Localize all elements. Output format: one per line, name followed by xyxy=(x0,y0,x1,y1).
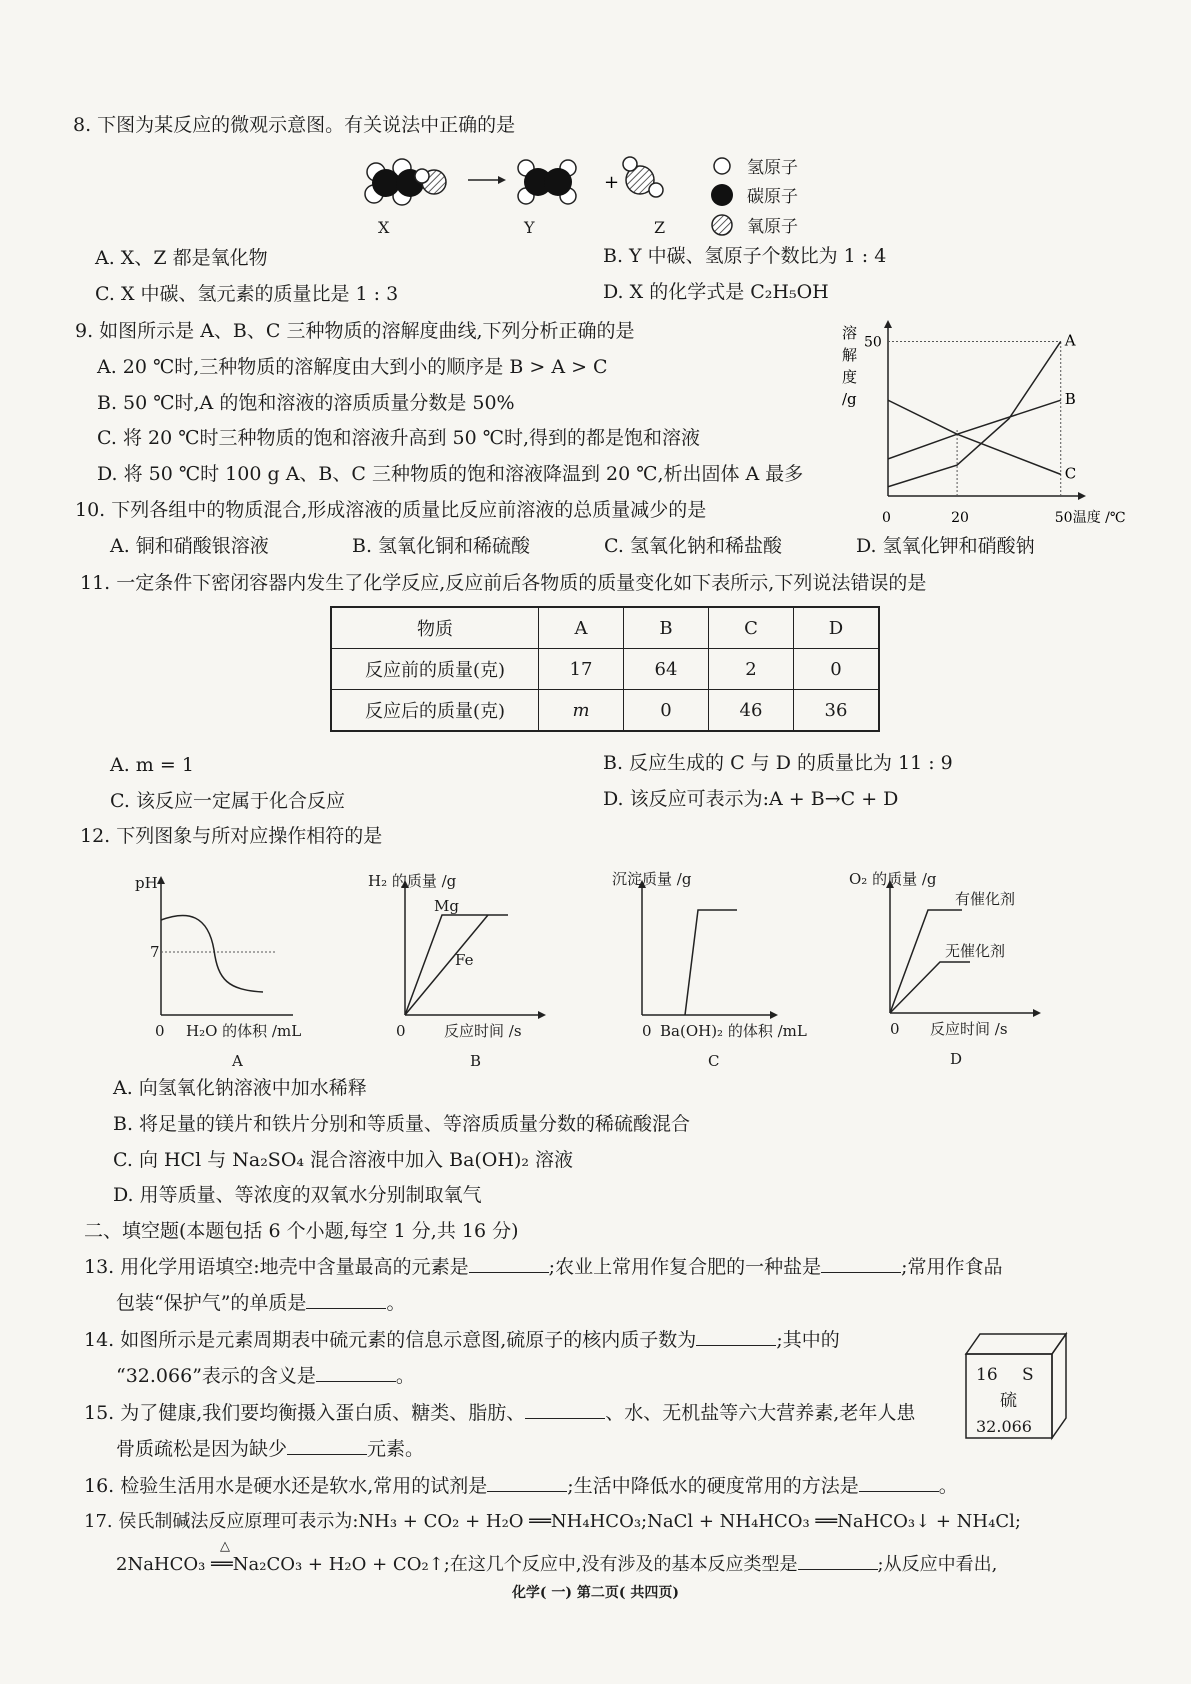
graph-d-xlabel: 反应时间 /s xyxy=(930,1020,1008,1038)
table-header-cell: A xyxy=(539,607,624,649)
q15-text-1: 15. 为了健康,我们要均衡摄入蛋白质、糖类、脂肪、 xyxy=(84,1402,526,1424)
graph-a-label: A xyxy=(232,1052,243,1070)
mass-table xyxy=(330,606,880,732)
oxygen-atom-icon xyxy=(712,215,732,235)
q12-option-b: B. 将足量的镁片和铁片分别和等质量、等溶质质量分数的稀硫酸混合 xyxy=(113,1113,691,1135)
answer-blank[interactable] xyxy=(469,1272,549,1273)
table-cell: 0 xyxy=(624,690,709,732)
q14-text-2: ;其中的 xyxy=(776,1329,840,1351)
question-10-stem: 10. 下列各组中的物质混合,形成溶液的质量比反应前溶液的总质量减少的是 xyxy=(75,499,707,521)
question-12-stem: 12. 下列图象与所对应操作相符的是 xyxy=(80,825,383,847)
graph-c-ylabel: 沉淀质量 /g xyxy=(612,870,692,888)
q11-option-c: C. 该反应一定属于化合反应 xyxy=(110,790,345,812)
question-14-line-1 xyxy=(84,1327,840,1353)
q12-option-d: D. 用等质量、等浓度的双氧水分别制取氧气 xyxy=(113,1184,482,1206)
table-cell: 36 xyxy=(794,690,880,732)
question-15-line-1 xyxy=(84,1400,915,1426)
heat-symbol: △ xyxy=(220,1539,230,1554)
q13-text-1: 13. 用化学用语填空:地壳中含量最高的元素是 xyxy=(84,1256,469,1278)
table-cell: 反应后的质量(克) xyxy=(331,690,539,732)
q16-text-3: 。 xyxy=(938,1475,958,1497)
q10-option-c: C. 氢氧化钠和稀盐酸 xyxy=(604,535,782,557)
table-cell: 64 xyxy=(624,649,709,690)
q13-text-3: ;常用作食品 xyxy=(901,1256,1003,1278)
legend-hydrogen: 氢原子 xyxy=(747,158,798,178)
graph-d-origin: 0 xyxy=(890,1020,900,1038)
graph-d-no-catalyst: 无催化剂 xyxy=(945,942,1006,960)
q11-option-d: D. 该反应可表示为:A + B→C + D xyxy=(603,788,899,810)
x-tick-label: 20 xyxy=(951,510,969,526)
question-17-line-1: 17. 侯氏制碱法反应原理可表示为:NH₃ + CO₂ + H₂O ══NH₄HCO₃;NaCl + NH₄HCO₃ ══NaHCO₃↓ + NH₄Cl; xyxy=(84,1511,1021,1532)
q14-text-1: 14. 如图所示是元素周期表中硫元素的信息示意图,硫原子的核内质子数为 xyxy=(84,1329,697,1351)
question-13-line-2 xyxy=(116,1290,405,1316)
graph-a-xlabel: H₂O 的体积 /mL xyxy=(186,1022,302,1040)
q17-text-1: 2NaHCO₃ ══Na₂CO₃ + H₂O + CO₂↑;在这几个反应中,没有涉及的基本反应类型是 xyxy=(116,1554,798,1575)
question-11-stem: 11. 一定条件下密闭容器内发生了化学反应,反应前后各物质的质量变化如下表所示,下列说法错误的是 xyxy=(80,572,927,594)
graph-b-fe: Fe xyxy=(455,951,474,969)
series-c-label: C xyxy=(1064,464,1077,483)
graph-a-mark: 7 xyxy=(150,943,160,961)
atom-legend xyxy=(711,158,733,235)
page-footer: 化学( 一) 第二页( 共四页) xyxy=(511,1585,680,1601)
graph-c xyxy=(622,870,792,1040)
q15-text-4: 元素。 xyxy=(367,1438,425,1460)
y-axis-label: /g xyxy=(842,390,857,408)
answer-blank[interactable] xyxy=(696,1345,776,1346)
graph-d-label: D xyxy=(950,1050,963,1068)
y-axis-label: 解 xyxy=(842,346,858,364)
graph-b-xlabel: 反应时间 /s xyxy=(444,1022,522,1040)
table-cell: 2 xyxy=(709,649,794,690)
legend-carbon: 碳原子 xyxy=(747,187,798,207)
q13-text-2: ;农业上常用作复合肥的一种盐是 xyxy=(548,1256,822,1278)
table-cell: 17 xyxy=(539,649,624,690)
table-row xyxy=(331,690,879,732)
graph-d-ylabel: O₂ 的质量 /g xyxy=(849,870,937,888)
question-8-stem: 8. 下图为某反应的微观示意图。有关说法中正确的是 xyxy=(73,114,516,136)
q17-text-2: ;从反应中看出, xyxy=(877,1554,998,1575)
question-9-stem: 9. 如图所示是 A、B、C 三种物质的溶解度曲线,下列分析正确的是 xyxy=(75,320,635,342)
series-b-label: B xyxy=(1064,390,1076,409)
answer-blank[interactable] xyxy=(798,1569,878,1570)
question-16 xyxy=(84,1473,958,1499)
graph-c-label: C xyxy=(708,1052,720,1070)
q8-option-d: D. X 的化学式是 C₂H₅OH xyxy=(603,281,829,303)
graph-a-origin: 0 xyxy=(155,1022,165,1040)
q8-option-c: C. X 中碳、氢元素的质量比是 1 : 3 xyxy=(95,283,399,305)
q13-text-5: 。 xyxy=(386,1292,406,1314)
q9-option-d: D. 将 50 ℃时 100 g A、B、C 三种物质的饱和溶液降温到 20 ℃,析出固体 A 最多 xyxy=(97,463,804,485)
q13-text-4: 包装“保护气”的单质是 xyxy=(116,1292,307,1314)
no-catalyst-line xyxy=(890,962,970,1013)
series-a-label: A xyxy=(1064,331,1076,350)
answer-blank[interactable] xyxy=(859,1491,939,1492)
q16-text-2: ;生活中降低水的硬度常用的方法是 xyxy=(567,1475,859,1497)
question-14-line-2 xyxy=(116,1363,415,1389)
q14-text-3: “32.066”表示的含义是 xyxy=(116,1365,316,1387)
y-tick-label: 50 xyxy=(864,334,882,351)
carbon-atom-icon xyxy=(711,184,733,206)
q14-text-4: 。 xyxy=(395,1365,415,1387)
label-x: X xyxy=(378,218,390,237)
q11-option-b: B. 反应生成的 C 与 D 的质量比为 11 : 9 xyxy=(603,752,953,774)
answer-blank[interactable] xyxy=(306,1308,386,1309)
table-header-cell: C xyxy=(709,607,794,649)
table-row xyxy=(331,649,879,690)
element-symbol: S xyxy=(1022,1365,1034,1385)
graph-b-origin: 0 xyxy=(396,1022,406,1040)
graph-d-catalyst: 有催化剂 xyxy=(955,890,1016,908)
table-header-cell: B xyxy=(624,607,709,649)
x-tick-label: 50 xyxy=(1054,510,1073,526)
q15-text-3: 骨质疏松是因为缺少 xyxy=(116,1438,288,1460)
table-header-row xyxy=(331,607,879,649)
answer-blank[interactable] xyxy=(316,1381,396,1382)
answer-blank[interactable] xyxy=(821,1272,901,1273)
y-axis-label: 度 xyxy=(842,368,858,386)
q10-option-d: D. 氢氧化钾和硝酸钠 xyxy=(856,535,1035,557)
graph-b-ylabel: H₂ 的质量 /g xyxy=(368,872,457,890)
q11-option-a: A. m = 1 xyxy=(110,754,194,776)
precipitate-line xyxy=(685,910,737,1015)
section-2-title: 二、填空题(本题包括 6 个小题,每空 1 分,共 16 分) xyxy=(84,1220,519,1242)
answer-blank[interactable] xyxy=(487,1491,567,1492)
graph-b-mg: Mg xyxy=(434,897,459,915)
q8-option-b: B. Y 中碳、氢原子个数比为 1 : 4 xyxy=(603,245,887,267)
solubility-chart xyxy=(838,318,1126,528)
question-17-line-2 xyxy=(116,1552,997,1578)
hydrogen-atom-icon xyxy=(714,158,730,174)
q8-option-a: A. X、Z 都是氧化物 xyxy=(95,247,268,269)
question-13-line-1 xyxy=(84,1254,1002,1280)
q15-text-2: 、水、无机盐等六大营养素,老年人患 xyxy=(605,1402,916,1424)
graph-c-xlabel: Ba(OH)₂ 的体积 /mL xyxy=(660,1022,807,1040)
table-cell: m xyxy=(539,690,624,732)
q9-option-a: A. 20 ℃时,三种物质的溶解度由大到小的顺序是 B > A > C xyxy=(97,356,608,378)
table-cell: 46 xyxy=(709,690,794,732)
label-z: Z xyxy=(654,218,666,237)
graph-b-label: B xyxy=(470,1052,482,1070)
element-mass: 32.066 xyxy=(976,1417,1032,1436)
legend-oxygen: 氧原子 xyxy=(747,217,798,237)
graph-a-ylabel: pH xyxy=(135,874,158,892)
molecule-y xyxy=(518,160,576,204)
table-cell: 反应前的质量(克) xyxy=(331,649,539,690)
question-15-line-2 xyxy=(116,1436,424,1462)
table-cell: 0 xyxy=(794,649,880,690)
q12-option-c: C. 向 HCl 与 Na₂SO₄ 混合溶液中加入 Ba(OH)₂ 溶液 xyxy=(113,1149,574,1171)
fe-line xyxy=(405,915,488,1015)
element-number: 16 xyxy=(976,1365,998,1385)
molecule-x xyxy=(365,159,446,205)
label-y: Y xyxy=(524,218,535,237)
graph-c-origin: 0 xyxy=(642,1022,652,1040)
q12-option-a: A. 向氢氧化钠溶液中加水稀释 xyxy=(113,1077,367,1099)
sulfur-element-card xyxy=(966,1330,1068,1442)
answer-blank[interactable] xyxy=(525,1418,605,1419)
y-axis-label: 溶 xyxy=(842,324,858,342)
x-axis-label: 温度 /℃ xyxy=(1072,510,1126,526)
q10-option-b: B. 氢氧化铜和稀硫酸 xyxy=(352,535,531,557)
series-c-line xyxy=(888,400,1061,474)
q9-option-c: C. 将 20 ℃时三种物质的饱和溶液升高到 50 ℃时,得到的都是饱和溶液 xyxy=(97,427,701,449)
q9-option-b: B. 50 ℃时,A 的饱和溶液的溶质质量分数是 50% xyxy=(97,392,515,414)
molecule-z xyxy=(623,157,663,197)
table-header-cell: 物质 xyxy=(331,607,539,649)
plus-sign: + xyxy=(604,172,620,193)
q10-option-a: A. 铜和硝酸银溶液 xyxy=(110,535,269,557)
table-header-cell: D xyxy=(794,607,880,649)
answer-blank[interactable] xyxy=(287,1454,367,1455)
element-name: 硫 xyxy=(1000,1391,1017,1411)
q16-text-1: 16. 检验生活用水是硬水还是软水,常用的试剂是 xyxy=(84,1475,488,1497)
x-tick-label: 0 xyxy=(882,510,891,526)
ph-curve xyxy=(161,915,263,992)
